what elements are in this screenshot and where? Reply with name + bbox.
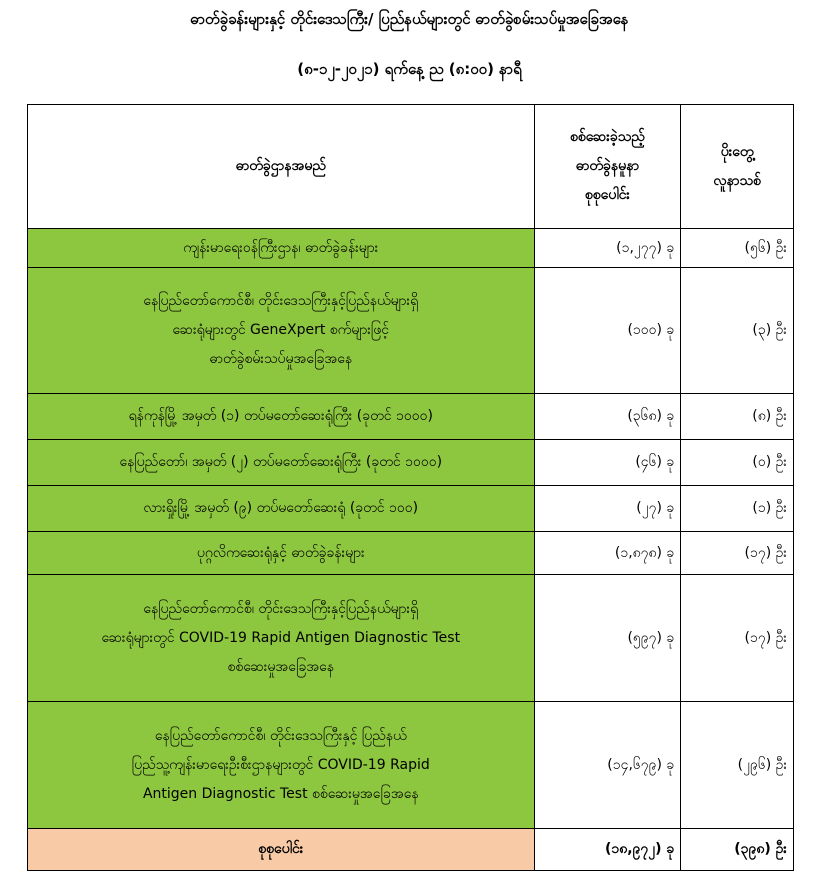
positives-cell: (၁၇) ဦး bbox=[681, 575, 794, 702]
header-tests-line: ဓာတ်ခွဲနမူနာ bbox=[575, 158, 640, 174]
lab-name-cell bbox=[28, 394, 535, 440]
header-row bbox=[28, 105, 794, 229]
table-row bbox=[28, 702, 794, 829]
table-row bbox=[28, 229, 794, 268]
lab-name-line: ဆေးရုံများတွင် COVID-19 Rapid Antigen Diagnostic Test bbox=[101, 629, 461, 646]
lab-name-line: ဆေးရုံများတွင် GeneXpert စက်များဖြင့် bbox=[172, 322, 390, 338]
table-row bbox=[28, 486, 794, 532]
positives-cell: (၃) ဦး bbox=[681, 268, 794, 394]
report-title: ဓာတ်ခွဲခန်းများနှင့် တိုင်းဒေသကြီး/ ပြည်နယ်များတွင် ဓာတ်ခွဲစမ်းသပ်မှုအခြေအနေ bbox=[190, 10, 629, 28]
lab-name-line: ပြည်သူ့ကျန်းမာရေးဦးစီးဌာနများတွင် COVID-19 Rapid bbox=[131, 756, 430, 773]
lab-name-cell bbox=[28, 440, 535, 486]
lab-name-cell bbox=[28, 532, 535, 575]
lab-name-cell bbox=[28, 268, 535, 394]
lab-results-table bbox=[27, 104, 794, 871]
tests-cell: (၄၆) ခု bbox=[534, 440, 681, 486]
header-positives-line: လူနာသစ် bbox=[713, 172, 761, 189]
positives-cell: (၈) ဦး bbox=[681, 394, 794, 440]
table-row bbox=[28, 440, 794, 486]
lab-name-line: ဓာတ်ခွဲစမ်းသပ်မှုအခြေအနေ bbox=[209, 351, 353, 367]
positives-cell: (၂၉၆) ဦး bbox=[681, 702, 794, 829]
lab-name-line: စစ်ဆေးမှုအခြေအနေ bbox=[227, 658, 335, 675]
lab-name-line: လားရှိုးမြို့ အမှတ် (၉) တပ်မတော်ဆေးရုံ (ခုတင် ၁၀၀) bbox=[143, 500, 419, 516]
header-tests-line: စစ်ဆေးခဲ့သည့် bbox=[570, 129, 645, 145]
lab-name-line: ရန်ကုန်မြို့ အမှတ် (၁) တပ်မတော်ဆေးရုံကြီး (ခုတင် ၁၀၀၀) bbox=[128, 408, 433, 424]
header-tests-line: စုစုပေါင်း bbox=[584, 187, 630, 203]
lab-name-line: ပုဂ္ဂလိကဆေးရုံနှင့် ဓာတ်ခွဲခန်းများ bbox=[196, 544, 365, 561]
table-row bbox=[28, 575, 794, 702]
lab-name-line: Antigen Diagnostic Test စစ်ဆေးမှုအခြေအနေ bbox=[142, 785, 419, 802]
lab-name-cell bbox=[28, 575, 535, 702]
table-row bbox=[28, 268, 794, 394]
lab-name-cell bbox=[28, 702, 535, 829]
header-tests-total bbox=[534, 105, 681, 229]
table-row bbox=[28, 532, 794, 575]
total-positives: (၃၉၈) ဦး bbox=[681, 829, 794, 871]
lab-name-line: နေပြည်တော်၊ အမှတ် (၂) တပ်မတော်ဆေးရုံကြီး (ခုတင် ၁၀၀၀) bbox=[119, 454, 443, 470]
tests-cell: (၁၄,၆၇၉) ခု bbox=[534, 702, 681, 829]
header-positives-line: ပိုးတွေ့ bbox=[720, 143, 754, 160]
header-new-positives bbox=[681, 105, 794, 229]
tests-cell: (၃၆၈) ခု bbox=[534, 394, 681, 440]
total-row bbox=[28, 829, 794, 871]
lab-name-line: နေပြည်တော်ကောင်စီ၊ တိုင်းဒေသကြီးနှင့်ပြည်နယ်များရှိ bbox=[143, 600, 419, 617]
positives-cell: (၁၇) ဦး bbox=[681, 532, 794, 575]
positives-cell: (၁) ဦး bbox=[681, 486, 794, 532]
lab-name-cell bbox=[28, 486, 535, 532]
lab-name-line: ကျန်းမာရေးဝန်ကြီးဌာန၊ ဓာတ်ခွဲခန်းများ bbox=[183, 239, 379, 256]
lab-name-line: နေပြည်တော်ကောင်စီ၊ တိုင်းဒေသကြီးနှင့်ပြည်နယ်များရှိ bbox=[143, 293, 419, 309]
table-row bbox=[28, 394, 794, 440]
tests-cell: (၁၀၀) ခု bbox=[534, 268, 681, 394]
tests-cell: (၂၇) ခု bbox=[534, 486, 681, 532]
tests-cell: (၅၉၇) ခု bbox=[534, 575, 681, 702]
lab-name-line: နေပြည်တော်ကောင်စီ၊ တိုင်းဒေသကြီးနှင့် ပြည်နယ် bbox=[154, 727, 407, 744]
total-label: စုစုပေါင်း bbox=[28, 829, 535, 871]
header-lab-name: ဓာတ်ခွဲဌာနအမည် bbox=[28, 105, 535, 229]
tests-cell: (၁,၂၇၇) ခု bbox=[534, 229, 681, 268]
positives-cell: (၀) ဦး bbox=[681, 440, 794, 486]
total-tests: (၁၈,၉၇၂) ခု bbox=[534, 829, 681, 871]
tests-cell: (၁,၈၇၈) ခု bbox=[534, 532, 681, 575]
positives-cell: (၅၆) ဦး bbox=[681, 229, 794, 268]
lab-name-cell bbox=[28, 229, 535, 268]
report-date: (၈-၁၂-၂၀၂၁) ရက်နေ့ ည (၈:၀၀) နာရီ bbox=[297, 60, 522, 78]
